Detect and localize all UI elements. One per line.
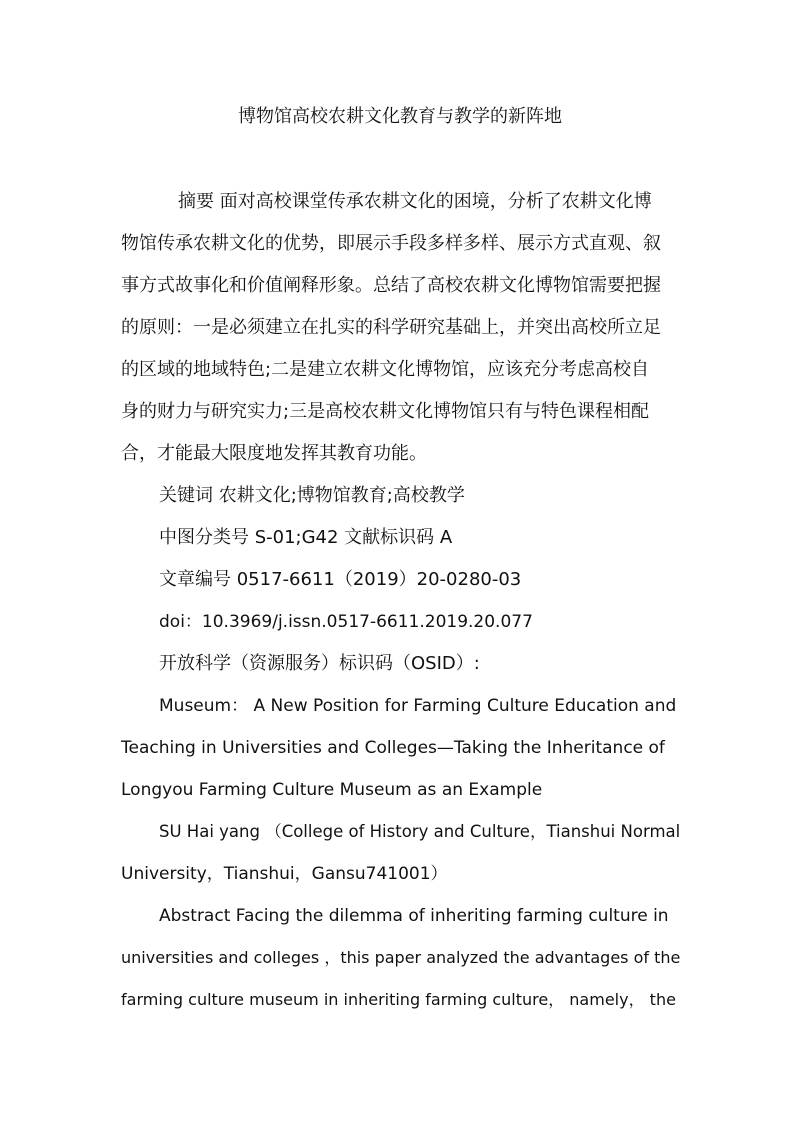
- author-en-line-1: SU Hai yang （College of History and Culture，Tianshui Normal: [159, 822, 681, 841]
- osid-line: 开放科学（资源服务）标识码（OSID）:: [159, 653, 480, 674]
- abstract-zh-line-1: 摘要 面对高校课堂传承农耕文化的困境，分析了农耕文化博: [178, 191, 652, 212]
- abstract-en-line-1: Abstract Facing the dilemma of inheriting farming culture in: [159, 906, 669, 926]
- keywords-line: 关键词 农耕文化;博物馆教育;高校教学: [159, 485, 465, 506]
- title-en-line-1: Museum： A New Position for Farming Culture Education and: [159, 696, 677, 716]
- abstract-zh-line-2: 物馆传承农耕文化的优势，即展示手段多样多样、展示方式直观、叙: [121, 233, 661, 254]
- classification-line: 中图分类号 S-01;G42 文献标识码 A: [159, 527, 453, 548]
- article-number-line: 文章编号 0517-6611（2019）20-0280-03: [159, 569, 522, 590]
- abstract-zh-line-6: 身的财力与研究实力;三是高校农耕文化博物馆只有与特色课程相配: [121, 401, 650, 422]
- abstract-zh-line-7: 合，才能最大限度地发挥其教育功能。: [121, 443, 427, 464]
- page-title: 博物馆高校农耕文化教育与教学的新阵地: [238, 106, 562, 127]
- abstract-zh-line-5: 的区域的地域特色;二是建立农耕文化博物馆，应该充分考虑高校自: [121, 359, 650, 380]
- abstract-zh-line-3: 事方式故事化和价值阐释形象。总结了高校农耕文化博物馆需要把握: [121, 275, 661, 296]
- doi-line: doi：10.3969/j.issn.0517-6611.2019.20.077: [159, 612, 533, 632]
- abstract-en-line-3: farming culture museum in inheriting farming culture， namely， the: [121, 990, 676, 1009]
- title-en-line-3: Longyou Farming Culture Museum as an Example: [121, 780, 543, 800]
- title-en-line-2: Teaching in Universities and Colleges—Taking the Inheritance of: [121, 738, 665, 758]
- abstract-en-line-2: universities and colleges ，this paper analyzed the advantages of the: [121, 948, 681, 967]
- abstract-zh-line-4: 的原则：一是必须建立在扎实的科学研究基础上，并突出高校所立足: [121, 317, 661, 338]
- author-en-line-2: University，Tianshui，Gansu741001）: [121, 864, 448, 884]
